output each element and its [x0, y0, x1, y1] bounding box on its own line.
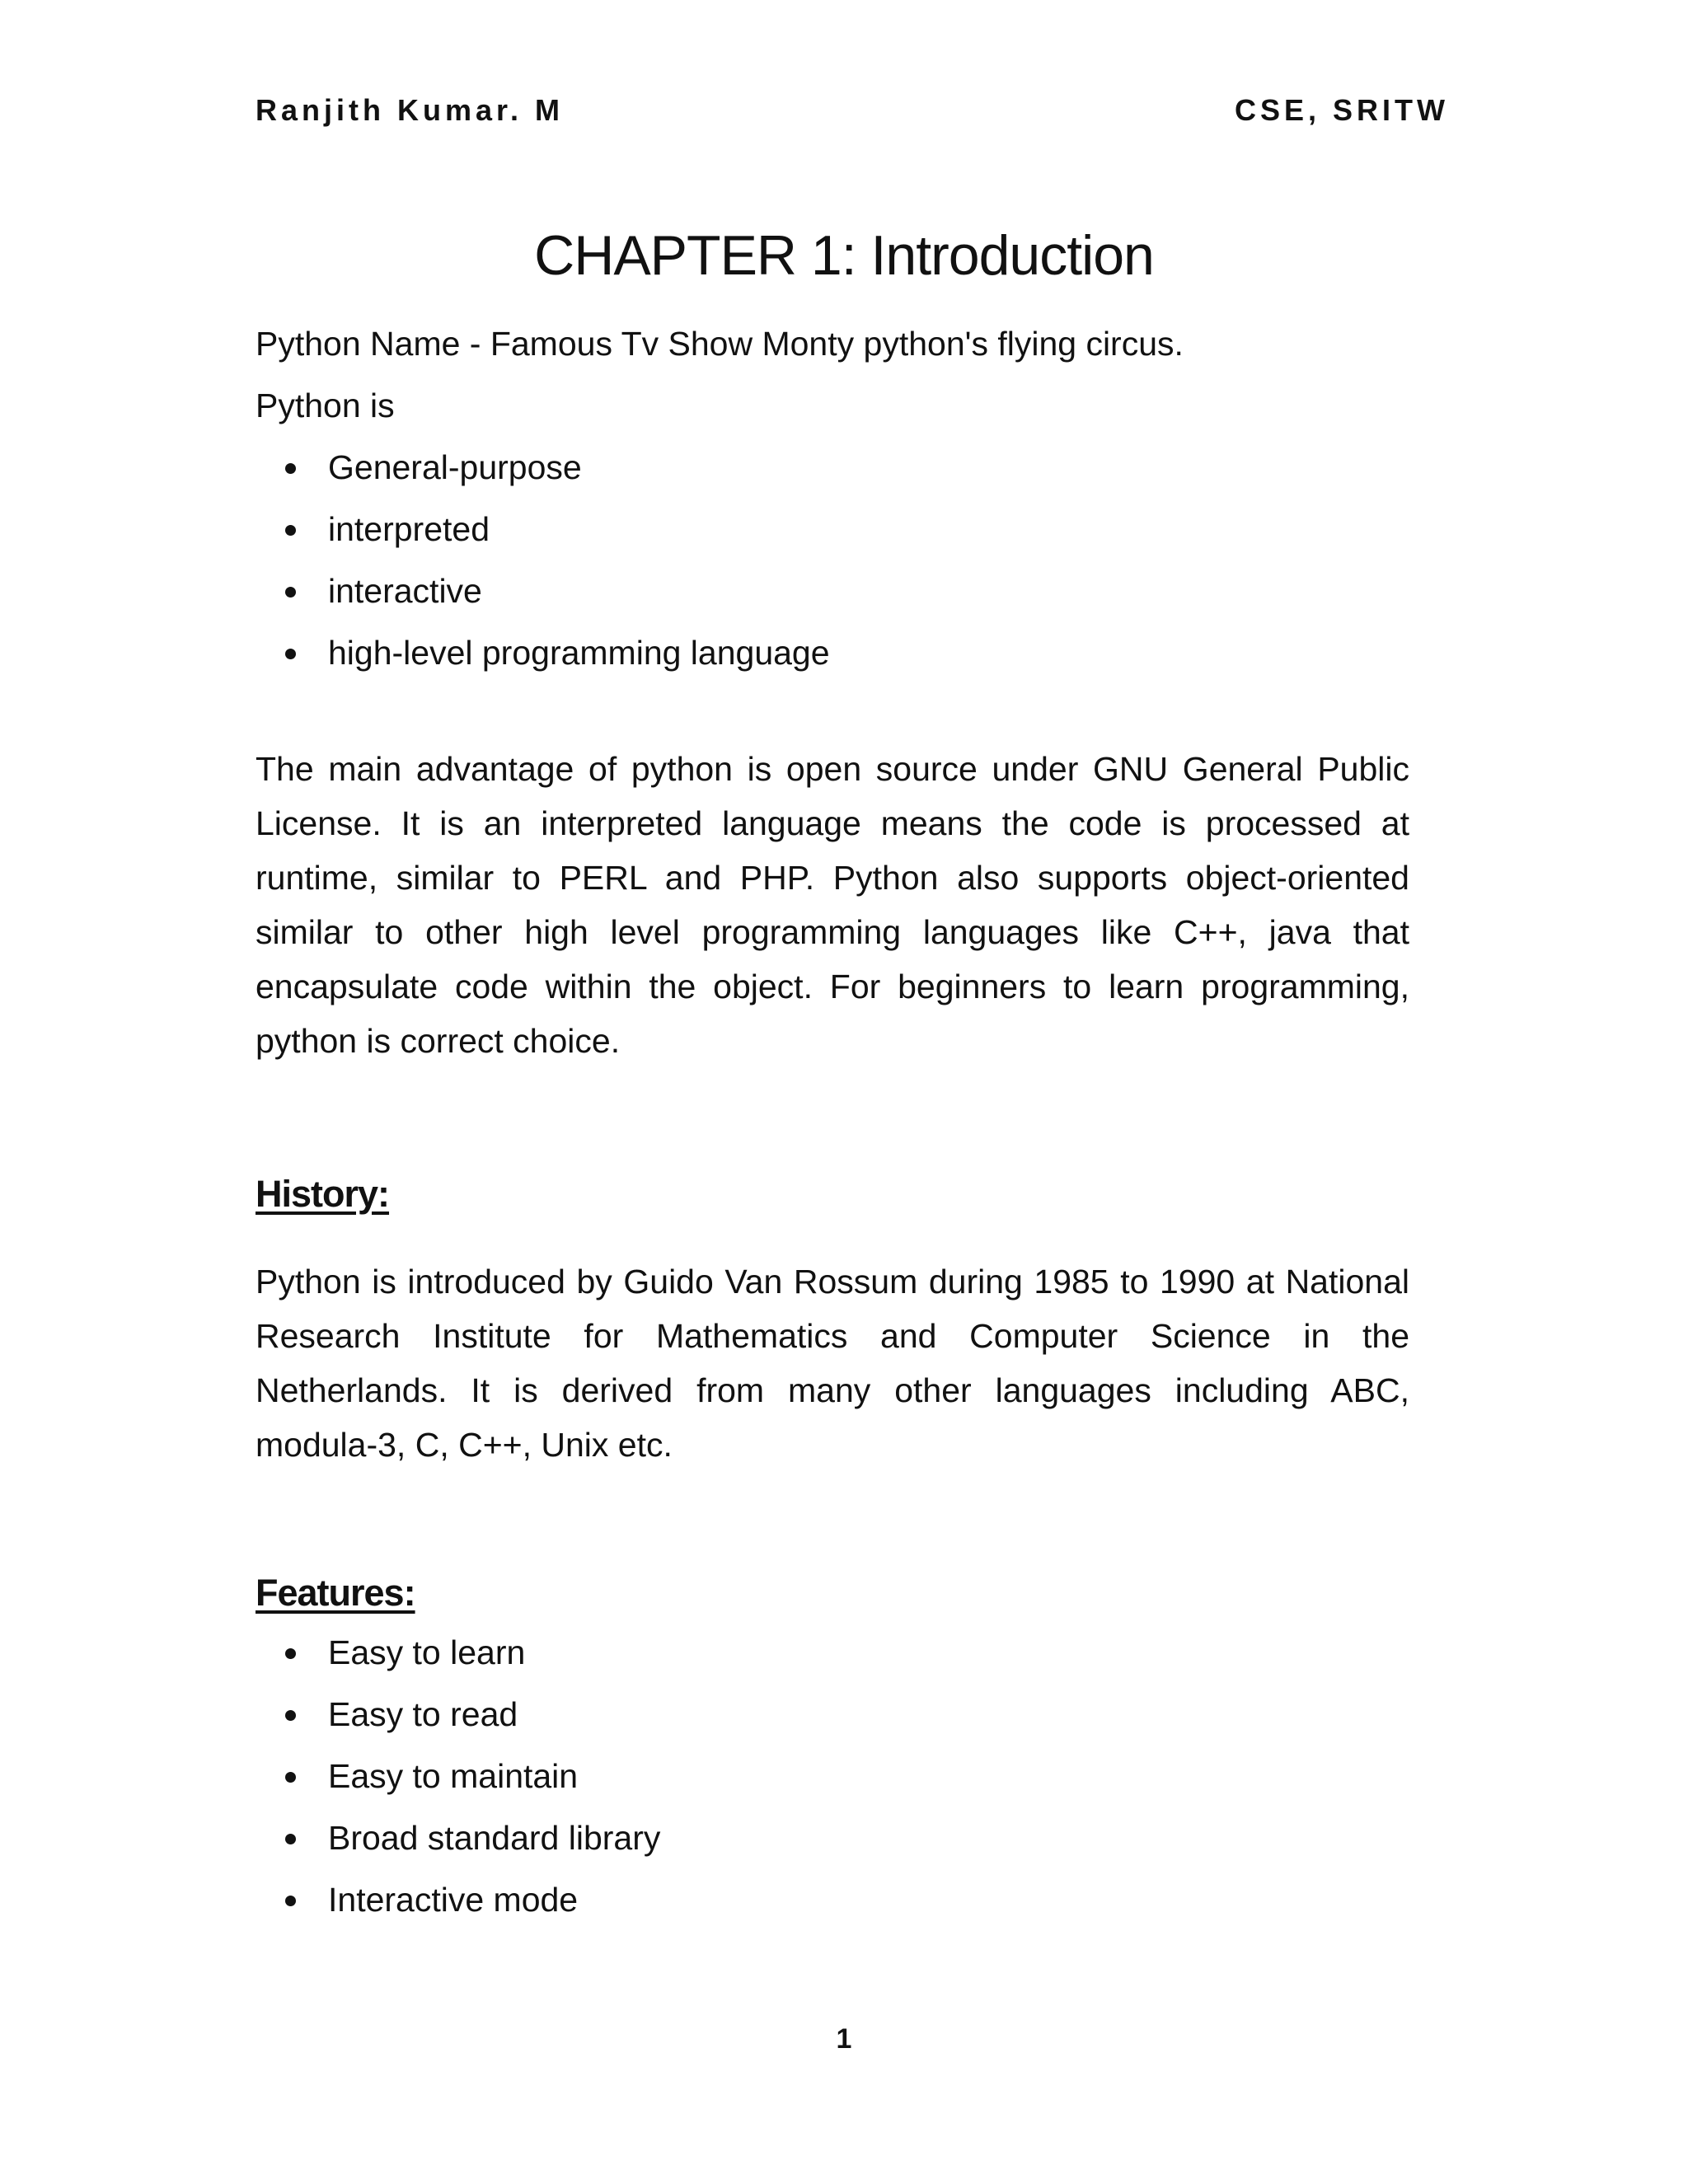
list-item-text: Easy to learn: [328, 1633, 526, 1671]
list-item-text: interactive: [328, 572, 482, 610]
list-item-text: Interactive mode: [328, 1881, 579, 1919]
bullet-icon: [285, 1896, 296, 1906]
list-item: [328, 1869, 1409, 1931]
list-item: [328, 499, 1409, 560]
list-item: [328, 622, 1409, 684]
list-item-text: General-purpose: [328, 448, 582, 486]
python-traits-list: [256, 437, 1409, 684]
bullet-icon: [285, 1834, 296, 1844]
list-item: [328, 560, 1409, 622]
list-item: [328, 437, 1409, 499]
bullet-icon: [285, 463, 296, 474]
list-item-text: high-level programming language: [328, 634, 830, 672]
python-name-line: Python Name - Famous Tv Show Monty python's flying circus.: [256, 325, 1184, 363]
python-is-line: Python is: [256, 387, 395, 424]
bullet-icon: [285, 1648, 296, 1659]
bullet-icon: [285, 525, 296, 536]
list-item: [328, 1807, 1409, 1869]
list-item: [328, 1684, 1409, 1746]
page-number: 1: [836, 2023, 852, 2055]
history-heading: History:: [256, 1173, 390, 1215]
advantage-paragraph: The main advantage of python is open source under GNU General Public License. It is an interpreted language means the code is processed at runtime, similar to PERL and PHP. Python also supports object-oriented similar to other high level programming languages like C++, java that encapsulate code within the object. For beginners to learn programming, python is correct choice.: [256, 750, 1409, 1060]
bullet-icon: [285, 587, 296, 598]
list-item: [328, 1622, 1409, 1684]
chapter-title: CHAPTER 1: Introduction: [534, 223, 1154, 287]
header-department: CSE, SRITW: [1234, 93, 1449, 127]
bullet-icon: [285, 649, 296, 659]
bullet-icon: [285, 1772, 296, 1783]
list-item-text: Easy to maintain: [328, 1757, 579, 1795]
list-item-text: Broad standard library: [328, 1819, 661, 1857]
list-item-text: interpreted: [328, 510, 490, 548]
list-item-text: Easy to read: [328, 1695, 518, 1733]
features-list: [256, 1622, 1409, 1931]
page-content: [256, 313, 1409, 1931]
header-author: Ranjith Kumar. M: [256, 93, 565, 127]
features-heading: Features:: [256, 1572, 415, 1614]
list-item: [328, 1746, 1409, 1807]
bullet-icon: [285, 1710, 296, 1721]
history-paragraph: Python is introduced by Guido Van Rossum during 1985 to 1990 at National Research Institute for Mathematics and Computer Science in the Netherlands. It is derived from many other languages including ABC, modula-3, C, C++, Unix etc.: [256, 1263, 1409, 1464]
